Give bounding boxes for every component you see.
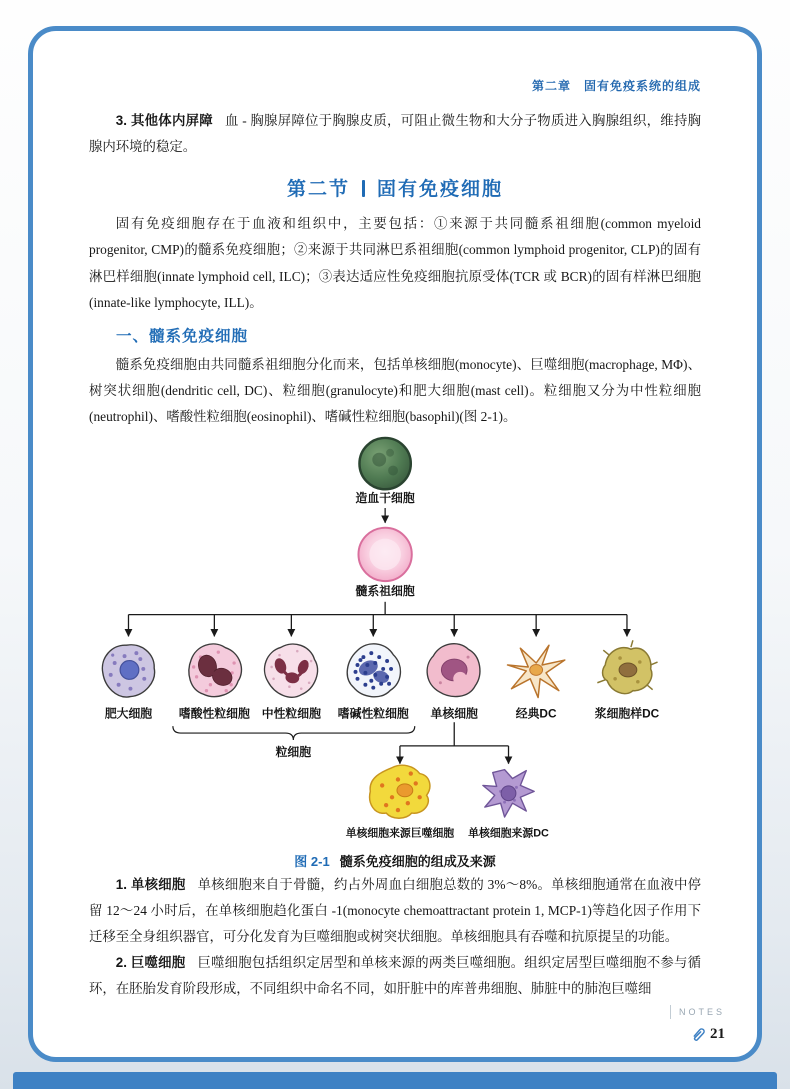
label-monocyte: 单核细胞 [430, 706, 478, 721]
notes-footer [670, 1005, 725, 1043]
label-eosinophil: 嗜酸性粒细胞 [178, 706, 250, 721]
subsection-title-myeloid: 一、髓系免疫细胞 [116, 327, 249, 345]
book-cover-edge [13, 1072, 777, 1089]
label-mast-cell: 肥大细胞 [104, 706, 153, 721]
plasmacytoid-dc-cell-illustration [597, 641, 657, 694]
paragraph-macrophage-lead: 2. 巨噬细胞 [115, 955, 186, 971]
eosinophil-cell-illustration [179, 635, 250, 706]
label-cmp: 髓系祖细胞 [355, 584, 415, 599]
label-granulocyte: 粒细胞 [275, 745, 312, 760]
chapter-header: 第二章 固有免疫系统的组成 [531, 79, 701, 93]
section-divider-bar [362, 180, 365, 197]
monocyte-derived-dc-illustration [483, 770, 534, 817]
paragraph-monocyte [89, 872, 701, 950]
paragraph-macrophage [89, 950, 701, 1002]
label-plasmacytoid-dc: 浆细胞样DC [594, 706, 660, 721]
notes-row [670, 1005, 725, 1019]
neutrophil-cell-illustration [258, 638, 325, 705]
paragraph-monocyte-text: 单核细胞来自于骨髓，约占外周血白细胞总数的 3%～8%。单核细胞通常在血液中停留 12～24 小时后，在单核细胞趋化蛋白 -1(monocyte chemoattractant protein 1, MCP-1)等趋化因子作用下迁移至全身组织器官，可分化发育为巨噬细胞或树突状细胞。单核细胞具有吞噬和抗原提呈的功能。 [89, 876, 701, 945]
label-monocyte-derived-dc: 单核细胞来源DC [468, 827, 549, 840]
hsc-cell-illustration [359, 438, 410, 489]
page-number: 21 [710, 1026, 725, 1042]
classical-dc-cell-illustration [508, 646, 565, 698]
page-number-row [670, 1026, 725, 1043]
label-basophil: 嗜碱性粒细胞 [337, 706, 409, 721]
figure-2-1 [89, 434, 701, 870]
basophil-cell-illustration [337, 635, 410, 708]
section-name: 固有免疫细胞 [377, 179, 504, 201]
book-page-frame [28, 26, 762, 1062]
paragraph-barrier-text: 血 - 胸腺屏障位于胸腺皮质，可阻止微生物和大分子物质进入胸腺组织，维持胸腺内环境的稳定。 [89, 113, 702, 155]
section-title [89, 174, 701, 201]
monocyte-derived-macrophage-illustration [370, 765, 430, 818]
paragraph-barrier-lead: 3. 其他体内屏障 [115, 113, 213, 128]
figure-caption [89, 851, 701, 870]
paragraph-monocyte-lead: 1. 单核细胞 [115, 876, 186, 892]
mast-cell-illustration [102, 645, 154, 697]
label-neutrophil: 中性粒细胞 [261, 706, 321, 721]
notes-label: NOTES [678, 1007, 725, 1017]
paperclip-icon [691, 1027, 705, 1043]
figure-2-1-diagram [89, 434, 701, 849]
paragraph-myeloid: 髓系免疫细胞由共同髓系祖细胞分化而来，包括单核细胞(monocyte)、巨噬细胞(macrophage, MΦ)、树突状细胞(dendritic cell, DC)、粒细胞(granulocyte)和肥大细胞(mast cell)。粒细胞又分为中性粒细胞(neutrophil)、嗜酸性粒细胞(eosinophil)、嗜碱性粒细胞(basophil)(图 2-1)。 [89, 356, 701, 425]
cmp-cell-illustration [358, 528, 411, 581]
figure-caption-label: 图 2-1 [294, 853, 330, 869]
label-hsc: 造血干细胞 [355, 491, 415, 506]
monocyte-cell-illustration [417, 634, 491, 708]
granulocyte-brace [173, 726, 415, 740]
paragraph-other-barrier [89, 108, 701, 160]
figure-caption-text: 髓系免疫细胞的组成及来源 [339, 853, 496, 869]
section-label: 第二节 [286, 179, 350, 201]
label-classical-dc: 经典DC [515, 706, 557, 721]
paragraph-macrophage-text: 巨噬细胞包括组织定居型和单核来源的两类巨噬细胞。组织定居型巨噬细胞不参与循环，在胚胎发育阶段形成，不同组织中命名不同，如肝脏中的库普弗细胞、肺脏中的肺泡巨噬细 [89, 955, 702, 997]
label-monocyte-derived-macrophage: 单核细胞来源巨噬细胞 [345, 827, 455, 840]
paragraph-intro: 固有免疫细胞存在于血液和组织中，主要包括：①来源于共同髓系祖细胞(common myeloid progenitor, CMP)的髓系免疫细胞；②来源于共同淋巴系祖细胞(common lymphoid progenitor, CLP)的固有淋巴样细胞(innate lymphoid cell, ILC)；③表达适应性免疫细胞抗原受体(TCR 或 BCR)的固有样淋巴细胞(innate-like lymphocyte, ILL)。 [89, 216, 701, 310]
page-content [33, 31, 757, 1057]
notes-divider [670, 1005, 671, 1019]
